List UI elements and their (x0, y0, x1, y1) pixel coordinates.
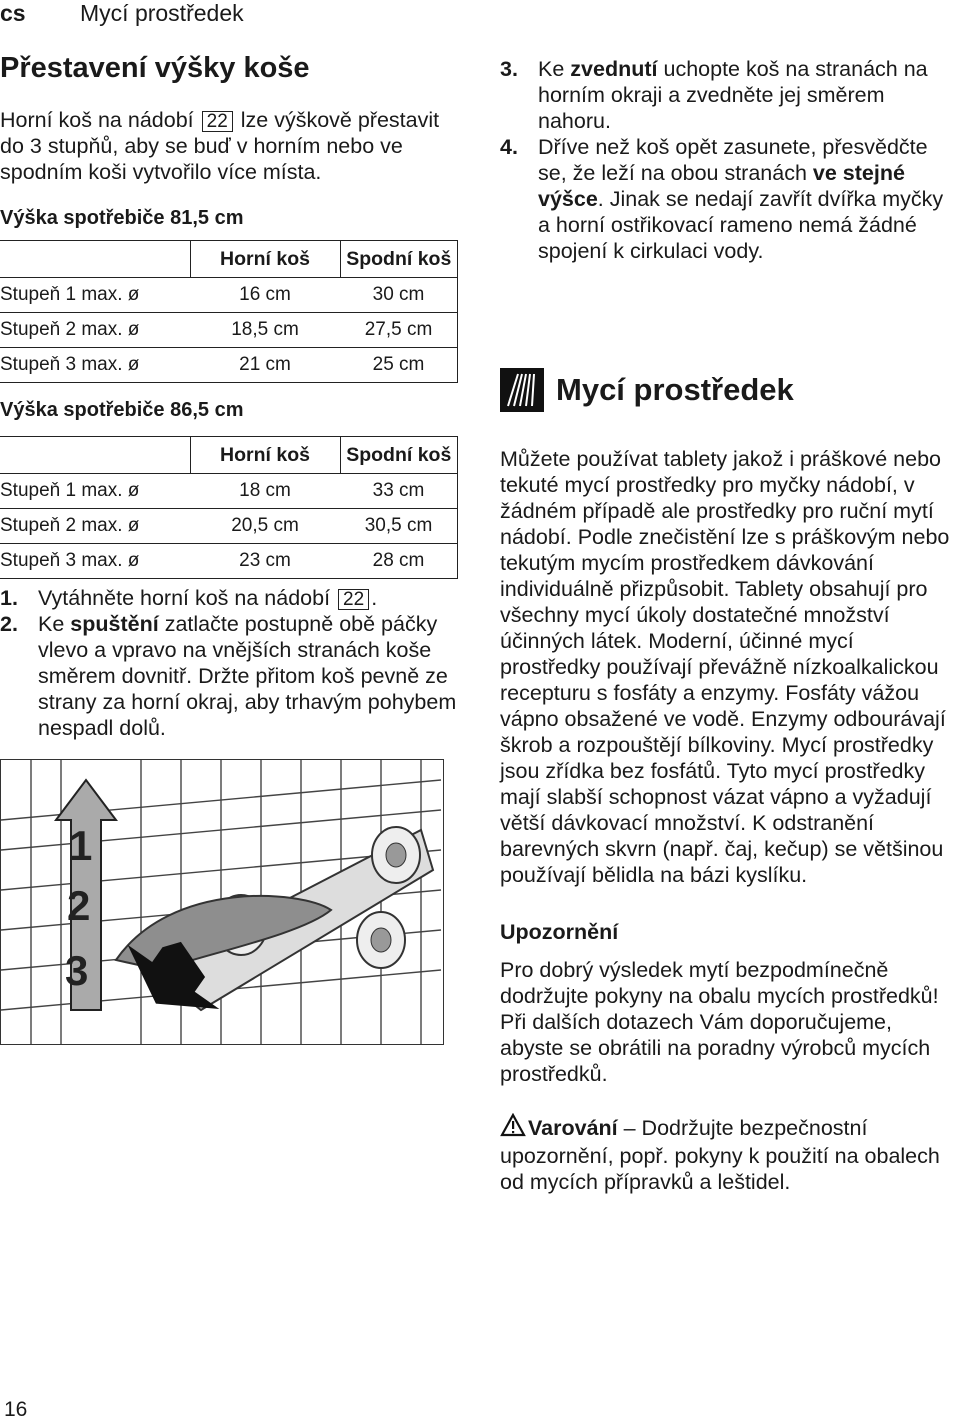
running-header: Mycí prostředek (80, 0, 244, 26)
table-row: Stupeň 3 max. ø 21 cm 25 cm (0, 348, 458, 383)
height-table-2: Horní koš Spodní koš Stupeň 1 max. ø 18 cm 33 cm Stupeň 2 max. ø 20,5 cm 30,5 cm Stupeň 3 max. ø 23 cm 28 cm (0, 436, 458, 579)
warning-paragraph: Varování – Dodržujte bezpečnostní upozornění, popř. pokyny k použití na obalech od mycích přípravků a leštidel. (500, 1113, 955, 1195)
table-row: Stupeň 3 max. ø 23 cm 28 cm (0, 544, 458, 579)
note-body-2: Při dalších dotazech Vám doporučujeme, abyste se obrátili na poradny výrobců mycích prostředků. (500, 1010, 931, 1086)
table1-title: Výška spotřebiče 81,5 cm (0, 207, 244, 229)
steps-list-right (500, 56, 955, 264)
figure-label-2: 2 (67, 882, 91, 929)
detergent-icon (500, 368, 544, 412)
basket-illustration (0, 759, 444, 1045)
list-item: 3. Ke zvednutí uchopte koš na stranách na horním okraji a zvedněte jej směrem nahoru. (500, 57, 928, 133)
table2-title: Výška spotřebiče 86,5 cm (0, 399, 244, 421)
section-header (500, 368, 955, 412)
table-row: Stupeň 2 max. ø 20,5 cm 30,5 cm (0, 509, 458, 544)
height-table-1: Horní koš Spodní koš Stupeň 1 max. ø 16 cm 30 cm Stupeň 2 max. ø 18,5 cm 27,5 cm Stupeň 3 max. ø 21 cm 25 cm (0, 240, 458, 383)
list-item: 4. Dříve než koš opět zasunete, přesvědčte se, že leží na obou stranách ve stejné výšce. Jinak se nedají zavřít dvířka myčky a horní ostřikovací rameno nemá žádné spojení k cirkulaci vody. (500, 135, 944, 263)
section-title: Mycí prostředek (556, 372, 794, 407)
detergent-body: Můžete používat tablety jakož i práškové nebo tekuté mycí prostředky pro myčky nádobí, v žádném případě ale prostředky pro ruční mytí nádobí. Podle znečistění lze s práškovým nebo tekutým mycím prostředkem dávkování individuálně přizpůsobit. Tablety obsahují pro všechny mycí úkoly dostatečné množství účinných látek. Moderní, účinné mycí prostředky používají převážně nízkoalkalickou recepturu s fosfáty a enzymy. Fosfáty vážou vápno obsažené ve vodě. Enzymy odbourávají škrob a rozpouštějí bílkoviny. Mycí prostředky jsou zřídka bez fosfátů. Tyto mycí prostředky mají slabší schopnost vázat vápno a vyžadují větší dávkovací množství. K odstranění barevných skvrn (např. čaj, kečup) se většinou používají bělidla na bázi kyslíku. (500, 447, 950, 887)
page-number: 16 (4, 1398, 28, 1421)
language-code: cs (0, 0, 26, 26)
list-item: 1. Vytáhněte horní koš na nádobí 22 . (0, 586, 378, 610)
note-body-1: Pro dobrý výsledek mytí bezpodmínečně dodržujte pokyny na obalu mycích prostředků! (500, 958, 939, 1008)
list-item: 2. Ke spuštění zatlačte postupně obě páčky vlevo a vpravo na vnějších stranách koše směrem dovnitř. Držte přitom koš pevně ze strany za horní okraj, aby trhavým pohybem nespadl dolů. (0, 612, 457, 740)
figure-label-1: 1 (69, 822, 93, 869)
table-row: Stupeň 2 max. ø 18,5 cm 27,5 cm (0, 313, 458, 348)
steps-list-left (0, 585, 460, 741)
table-row: Stupeň 1 max. ø 18 cm 33 cm (0, 474, 458, 509)
ref-box: 22 (202, 111, 233, 132)
figure-label-3: 3 (65, 947, 89, 994)
table-row: Stupeň 1 max. ø 16 cm 30 cm (0, 278, 458, 313)
basket-drawing (1, 760, 443, 1044)
ref-box: 22 (338, 589, 369, 610)
right-column (500, 56, 955, 1195)
note-title: Upozornění (500, 920, 619, 944)
left-column (0, 52, 460, 1045)
page-title: Přestavení výšky koše (0, 52, 310, 84)
intro-paragraph: Horní koš na nádobí 22 lze výškově přestavit do 3 stupňů, aby se buď v horním nebo ve spodním koši vytvořilo více místa. (0, 108, 440, 184)
warning-icon (500, 1113, 528, 1143)
